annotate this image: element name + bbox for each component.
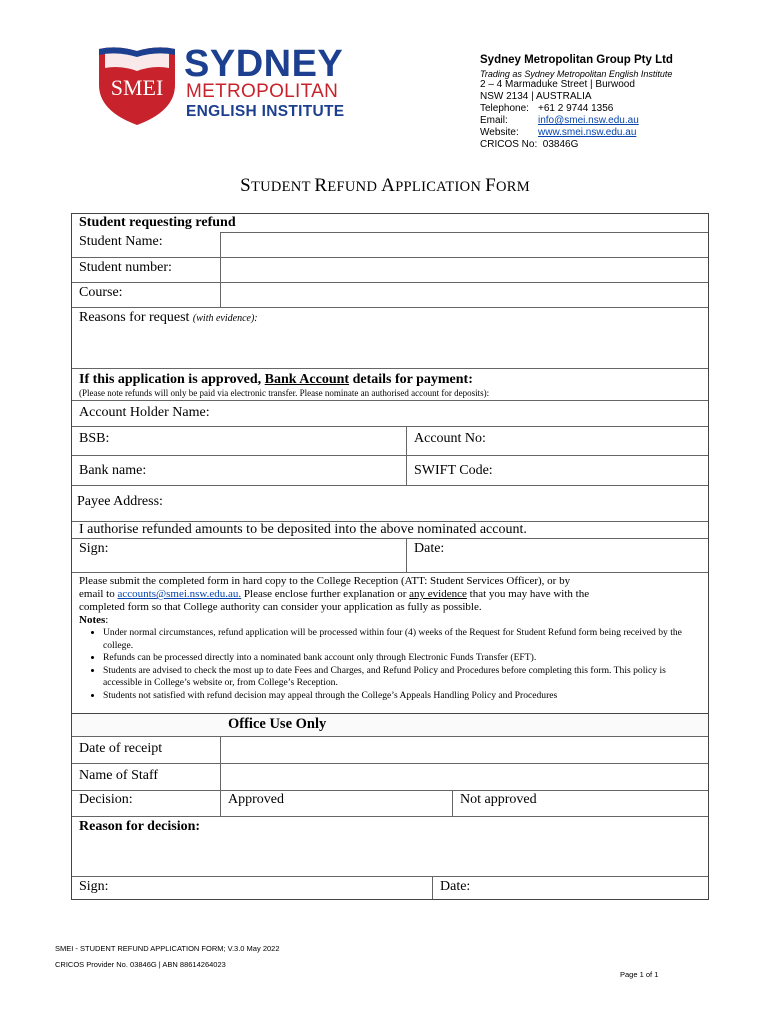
reasons-label: Reasons for request (with evidence):	[79, 310, 258, 325]
sign-label: Sign:	[79, 541, 109, 556]
not-approved-option[interactable]: Not approved	[460, 792, 537, 807]
email-link[interactable]: info@smei.nsw.edu.au	[538, 115, 639, 126]
note-item: • Students not satisfied with refund decision may appeal through the College’s Appeals Handling Policy and Procedures	[103, 690, 701, 703]
company-address1: 2 – 4 Marmaduke Street | Burwood	[480, 79, 635, 90]
reason-decision-label: Reason for decision:	[79, 819, 201, 834]
note-item: • Under normal circumstances, refund application will be processed within four (4) weeks of the Request for Student Refund form being received by the college.	[103, 627, 701, 652]
swift-label: SWIFT Code:	[414, 463, 493, 478]
student-name-field[interactable]	[221, 232, 708, 257]
logo-english-institute: ENGLISH INSTITUTE	[186, 103, 345, 120]
submit-notes: Please submit the completed form in hard copy to the College Reception (ATT: Student Services Officer), or by email to accounts@smei.nsw.edu.au. Please enclose further explanation or any evidence that you may have with the completed form so that College authority can consider your application as fully as possible. Notes: • Under normal circumstances, refund application will be processed within four (4) weeks of the Request for Student Refund form being received by the college. • Refunds can be processed directly into a nominated bank account only through Electronic Funds Transfer (EFT). • Students are advised to check the most up to date Fees and Charges, and Refund Policy and Procedures before completing this form. This policy is accessible in College’s website or, from College’s Reception. • Students not satisfied with refund decision may appeal through the College’s Appeals Handling Policy and Procedures	[72, 573, 708, 704]
company-email: Email: info@smei.nsw.edu.au	[480, 115, 639, 126]
reason-decision-row[interactable]	[72, 816, 708, 876]
holder-label: Account Holder Name:	[79, 405, 210, 420]
course-row	[72, 282, 708, 307]
reasons-row[interactable]	[72, 307, 708, 368]
decision-label: Decision:	[79, 792, 133, 807]
office-sign-row	[72, 876, 708, 899]
note-item: • Students are advised to check the most up to date Fees and Charges, and Refund Policy and Procedures before completing this form. This policy is accessible in College’s website or, from College’s Reception.	[103, 665, 701, 690]
sign-field[interactable]	[72, 539, 406, 572]
office-sign-field[interactable]	[72, 877, 432, 899]
company-telephone: Telephone: +61 2 9744 1356	[480, 103, 614, 114]
bank-note: (Please note refunds will only be paid via electronic transfer. Please nominate an authorised account for deposits):	[79, 388, 490, 398]
office-heading: Office Use Only	[228, 716, 327, 732]
decision-row	[72, 790, 708, 816]
receipt-row	[72, 736, 708, 763]
bank-section-heading: If this application is approved, Bank Account details for payment:	[79, 372, 473, 387]
holder-row[interactable]	[72, 400, 708, 426]
note-item: • Refunds can be processed directly into a nominated bank account only through Electronic Funds Transfer (EFT).	[103, 652, 701, 665]
bank-name-field[interactable]	[72, 456, 406, 485]
date-field[interactable]	[407, 539, 708, 572]
notes-list	[79, 627, 701, 702]
footer-cricos-abn: CRICOS Provider No. 03846G | ABN 88614264023	[55, 960, 226, 969]
bsb-field[interactable]	[72, 427, 406, 455]
bsb-label: BSB:	[79, 431, 110, 446]
receipt-field[interactable]	[221, 737, 708, 763]
shield-logo-icon	[97, 45, 177, 125]
student-number-label: Student number:	[79, 260, 172, 275]
logo-metropolitan: METROPOLITAN	[186, 81, 339, 102]
office-heading-row	[72, 713, 708, 736]
accounts-email-link[interactable]: accounts@smei.nsw.edu.au.	[117, 588, 242, 600]
company-cricos: CRICOS No: 03846G	[480, 139, 579, 150]
student-number-field[interactable]	[221, 258, 708, 282]
footer-form-version: SMEI - STUDENT REFUND APPLICATION FORM; V.3.0 May 2022	[55, 944, 280, 953]
footer-page-number: Page 1 of 1	[620, 970, 659, 979]
account-no-field[interactable]	[407, 427, 708, 455]
swift-field[interactable]	[407, 456, 708, 485]
refund-form	[71, 213, 709, 900]
office-sign-label: Sign:	[79, 879, 109, 894]
submit-notes-row	[72, 572, 708, 713]
course-field[interactable]	[221, 283, 708, 307]
sign-row	[72, 538, 708, 572]
payee-label: Payee Address:	[77, 494, 163, 509]
receipt-label: Date of receipt	[79, 741, 163, 756]
staff-label: Name of Staff	[79, 768, 159, 783]
approved-option[interactable]: Approved	[228, 792, 284, 807]
company-website: Website: www.smei.nsw.edu.au	[480, 127, 637, 138]
authorise-row	[72, 521, 708, 538]
student-number-row	[72, 257, 708, 282]
bank-name-row	[72, 455, 708, 485]
date-label: Date:	[414, 541, 445, 556]
course-label: Course:	[79, 285, 123, 300]
svg-text:SMEI: SMEI	[110, 75, 164, 100]
authorise-text: I authorise refunded amounts to be deposited into the above nominated account.	[79, 522, 527, 537]
student-name-label: Student Name:	[79, 234, 163, 249]
bsb-row	[72, 426, 708, 455]
bank-heading-row	[72, 368, 708, 400]
student-section-heading: Student requesting refund	[79, 215, 236, 230]
website-link[interactable]: www.smei.nsw.edu.au	[538, 127, 637, 138]
bank-name-label: Bank name:	[79, 463, 147, 478]
account-no-label: Account No:	[414, 431, 486, 446]
student-name-row	[72, 232, 708, 257]
company-address2: NSW 2134 | AUSTRALIA	[480, 91, 592, 102]
staff-field[interactable]	[221, 764, 708, 790]
staff-row	[72, 763, 708, 790]
form-title: STUDENT REFUND APPLICATION FORM	[240, 175, 530, 196]
logo-sydney: SYDNEY	[184, 43, 344, 85]
company-trading: Trading as Sydney Metropolitan English Institute	[480, 69, 673, 79]
student-heading-row	[72, 214, 708, 232]
payee-row[interactable]	[72, 485, 708, 521]
office-date-label: Date:	[440, 879, 471, 894]
office-date-field[interactable]	[433, 877, 708, 899]
company-name: Sydney Metropolitan Group Pty Ltd	[480, 54, 673, 66]
